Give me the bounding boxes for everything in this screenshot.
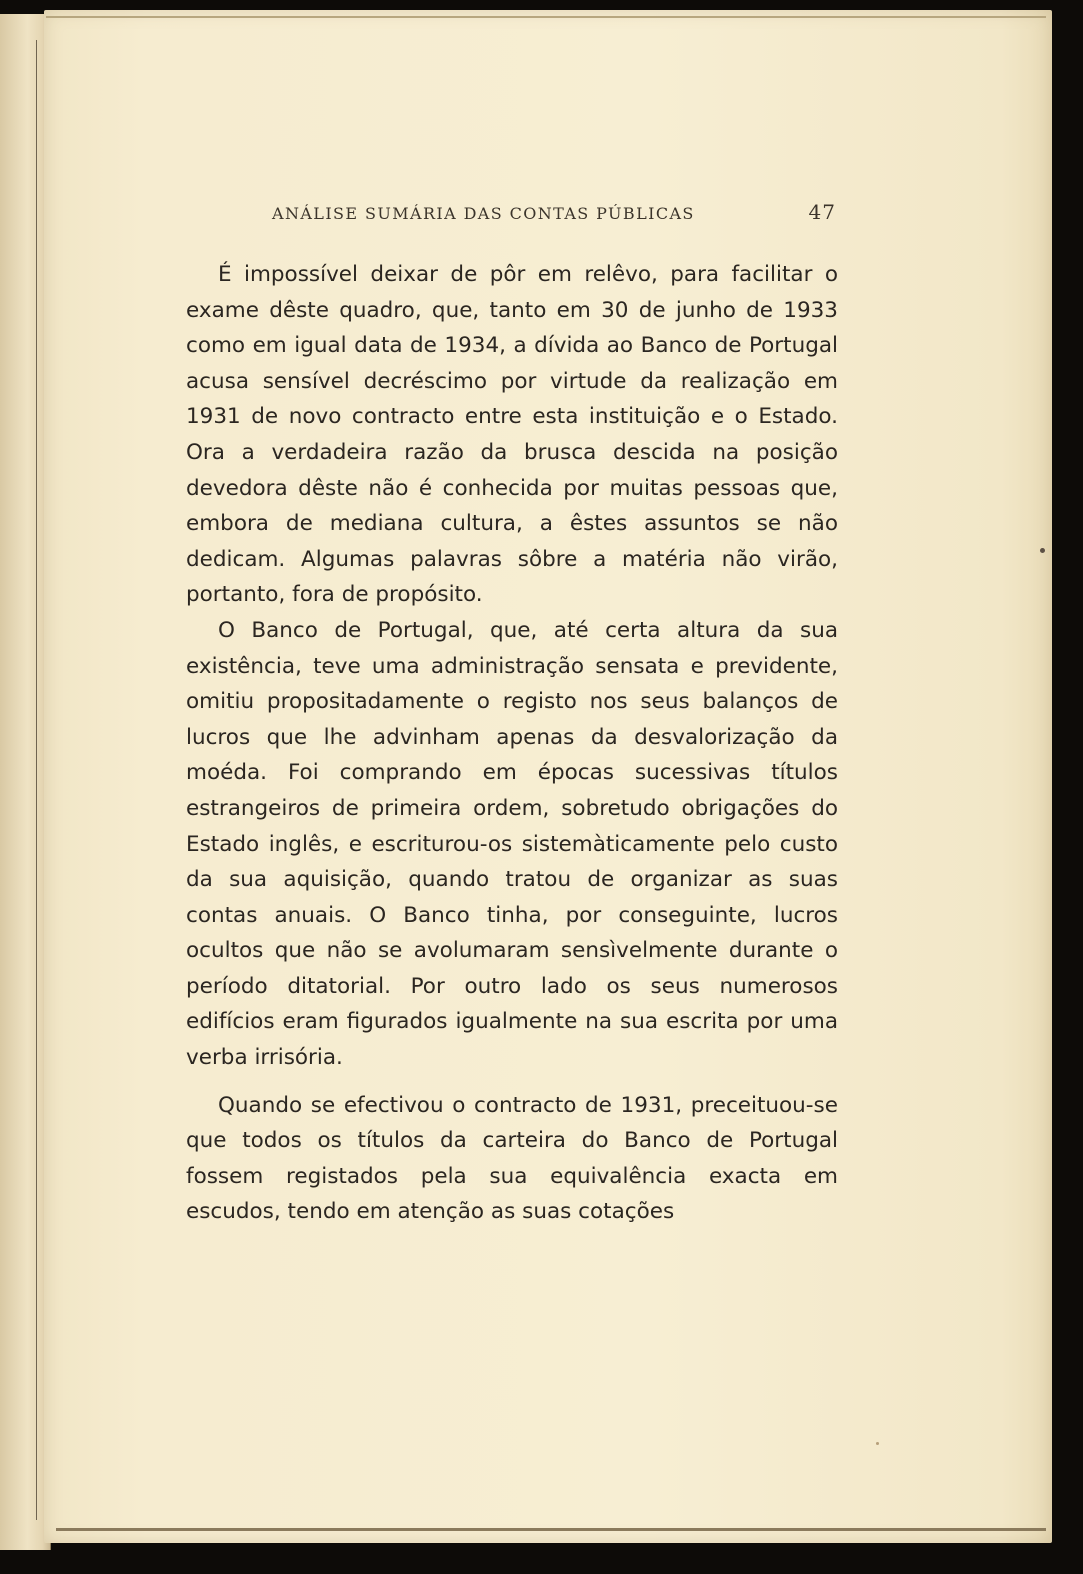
- paragraph-3: Quando se efectivou o contracto de 1931, preceituou-se que todos os títulos da carteira do Banco de Portugal fossem registados pela sua equivalência exacta em escudos, tendo em atenção as suas cotações: [186, 1092, 838, 1225]
- paragraph-1: É impossível deixar de pôr em relêvo, para facilitar o exame dêste quadro, que, tanto em 30 de junho de 1933 como em igual data de 1934, a dívida ao Banco de Portugal acusa sensível decréscimo por virtude da realização em 1931 de novo contracto entre esta instituição e o Estado. Ora a verdadeira razão da brusca descida na posição devedora dêste não é conhecida por muitas pessoas que, embora de mediana cultura, a êstes assuntos se não dedicam. Algumas palavras sôbre a matéria não virão, portanto, fora de propósito.: [186, 262, 838, 608]
- body-text: [186, 257, 838, 1230]
- page-bottom-edge: [56, 1528, 1046, 1531]
- page-number: 47: [808, 200, 836, 224]
- gutter-shadow: [36, 40, 37, 1520]
- paragraph-2: O Banco de Portugal, que, até certa altura da sua existência, teve uma administração sensata e previdente, omitiu propositadamente o registo nos seus balanços de lucros que lhe advinham apenas da desvalorização da moéda. Foi comprando em épocas sucessivas títulos estrangeiros de primeira ordem, sobretudo obrigações do Estado inglês, e escriturou-os sistemàticamente pelo custo da sua aquisição, quando tratou de organizar as suas contas anuais. O Banco tinha, por conseguinte, lucros ocultos que não se avolumaram sensìvelmente durante o período ditatorial. Por outro lado os seus numerosos edifícios eram figurados igualmente na sua escrita por uma verba irrisória.: [186, 617, 838, 1071]
- paper-speck: [876, 1442, 879, 1445]
- running-head-title: ANÁLISE SUMÁRIA DAS CONTAS PÚBLICAS: [272, 204, 695, 223]
- running-head: [270, 200, 840, 230]
- page-top-edge: [46, 16, 1046, 18]
- paper-speck: [1040, 548, 1045, 553]
